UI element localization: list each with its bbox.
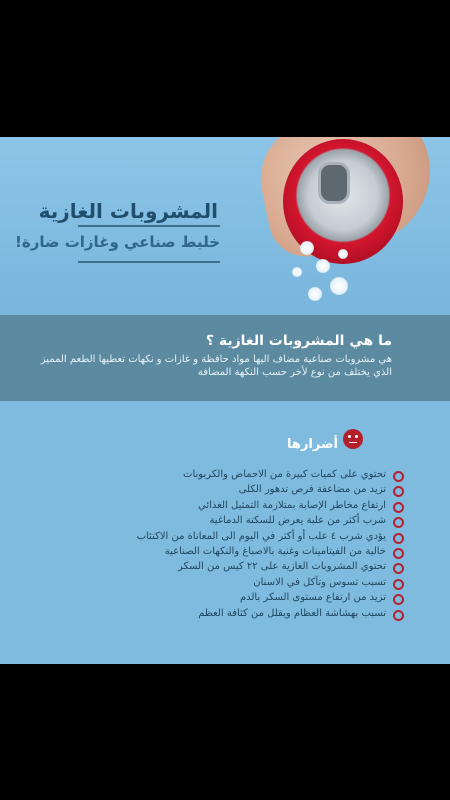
harm-text: تزيد من ارتفاع مستوى السكر بالدم bbox=[239, 592, 386, 604]
harm-text: يؤدي شرب ٤ علب أو أكثر في اليوم الى المعاناة من الاكتئاب bbox=[136, 530, 386, 542]
bullet-icon bbox=[393, 548, 404, 559]
bullet-icon bbox=[393, 533, 404, 544]
list-item bbox=[64, 484, 404, 499]
definition-body: هي مشروبات صناعية مضاف اليها مواد حافظة و غازات و نكهات تعطيها الطعم المميز الذي يختلف من نوع لأخر حسب النكهة المضافة bbox=[40, 354, 392, 378]
bullet-icon bbox=[393, 517, 404, 528]
harm-text: خالية من الفيتامينات وغنية بالاصباغ والنكهات الصناعية bbox=[164, 545, 386, 557]
bullet-icon bbox=[393, 579, 404, 590]
harm-text: تزيد من مضاعفة فرص تدهور الكلى bbox=[238, 484, 386, 496]
list-item bbox=[64, 592, 404, 607]
hero-divider bbox=[78, 261, 220, 263]
list-item bbox=[64, 500, 404, 515]
sugar-cube-icon bbox=[330, 277, 348, 295]
hero-divider bbox=[78, 225, 220, 227]
bullet-icon bbox=[393, 563, 404, 574]
bullet-icon bbox=[393, 471, 404, 482]
list-item bbox=[64, 561, 404, 576]
list-item bbox=[64, 608, 404, 623]
sugar-cube-icon bbox=[308, 287, 322, 301]
sugar-cube-icon bbox=[292, 267, 302, 277]
harm-text: ارتفاع مخاطر الإصابة بمتلازمة التمثيل الغذائي bbox=[198, 499, 386, 511]
sugar-cube-icon bbox=[316, 259, 330, 273]
hero-subtitle: خليط صناعي وغازات ضارة! bbox=[15, 233, 220, 251]
sugar-cube-icon bbox=[338, 249, 348, 259]
can-tab-icon bbox=[318, 162, 350, 204]
infographic-card bbox=[0, 137, 450, 664]
hero-title: المشروبات الغازية bbox=[38, 199, 218, 223]
harm-text: تحتوي على كميات كبيرة من الاحماض والكربونات bbox=[183, 469, 386, 480]
bullet-icon bbox=[393, 594, 404, 605]
skull-icon bbox=[343, 429, 363, 449]
harms-list bbox=[64, 469, 404, 623]
definition-title: ما هي المشروبات الغازية ؟ bbox=[205, 333, 392, 349]
sugar-cube-icon bbox=[300, 241, 314, 255]
list-item bbox=[64, 577, 404, 592]
harm-text: تحتوي المشروبات الغازية على ٢٢ كيس من السكر bbox=[178, 561, 386, 573]
list-item bbox=[64, 469, 404, 484]
harm-text: تسبب بهشاشة العظام ويقلل من كثافة العظم bbox=[198, 607, 386, 619]
harms-title: أضرارها bbox=[287, 437, 338, 452]
harm-text: تسبب تسوس وتآكل في الاسنان bbox=[253, 576, 386, 588]
bullet-icon bbox=[393, 486, 404, 497]
list-item bbox=[64, 546, 404, 561]
harm-text: شرب أكثر من علبة يعرض للسكتة الدماغية bbox=[209, 515, 386, 527]
list-item bbox=[64, 515, 404, 530]
hero-section bbox=[0, 137, 450, 315]
bullet-icon bbox=[393, 502, 404, 513]
list-item bbox=[64, 531, 404, 546]
bullet-icon bbox=[393, 610, 404, 621]
